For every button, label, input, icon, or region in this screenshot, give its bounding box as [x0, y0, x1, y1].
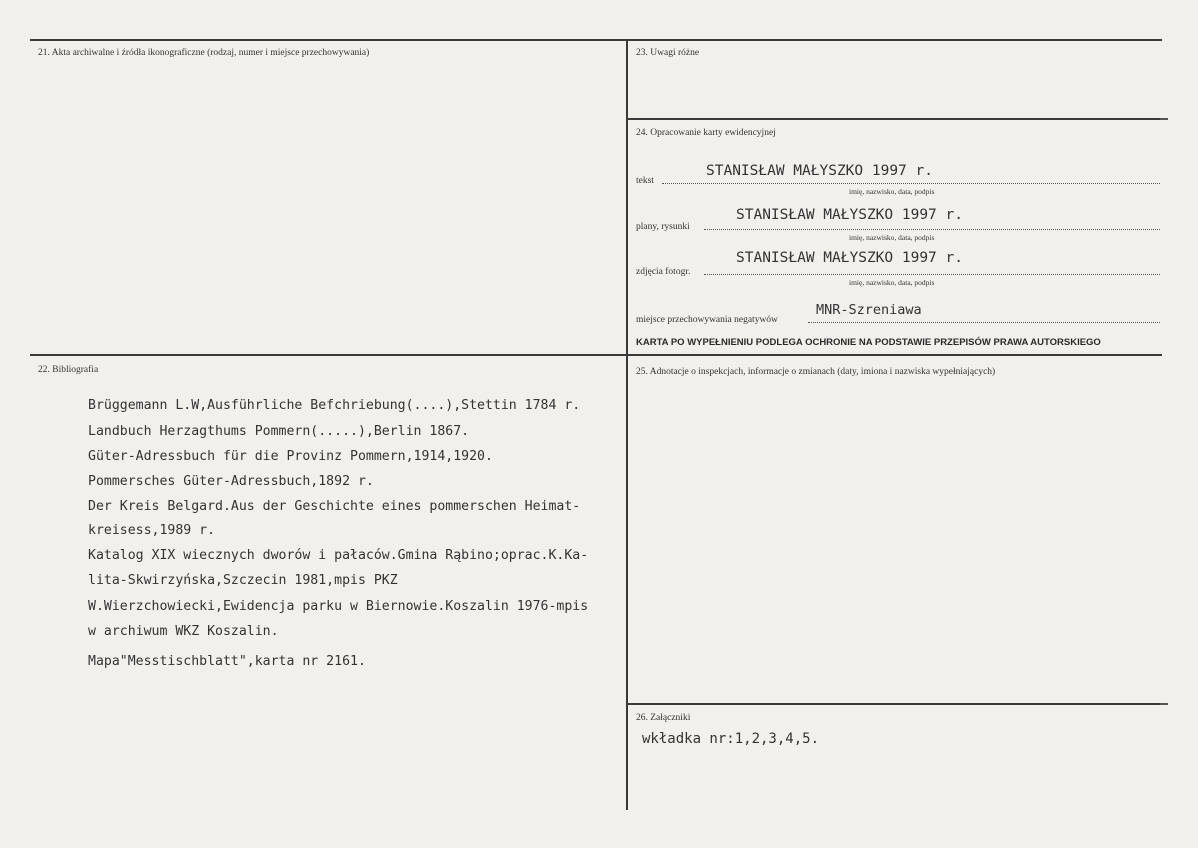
- s24-photos-value: STANISŁAW MAŁYSZKO 1997 r.: [736, 250, 963, 266]
- section-21-label: 21. Akta archiwalne i źródła ikonograficzne (rodzaj, numer i miejsce przechowywania): [38, 48, 370, 58]
- bibliography-entry: Mapa"Messtischblatt",karta nr 2161.: [88, 654, 366, 669]
- bibliography-entry: lita-Skwirzyńska,Szczecin 1981,mpis PKZ: [88, 573, 398, 588]
- section-25-label: 25. Adnotacje o inspekcjach, informacje o zmianach (daty, imiona i nazwiska wypełniających): [636, 367, 996, 377]
- bibliography-entry: Landbuch Herzagthums Pommern(.....),Berlin 1867.: [88, 424, 470, 439]
- s24-text-value: STANISŁAW MAŁYSZKO 1997 r.: [706, 163, 933, 179]
- section-26-label: 26. Załączniki: [636, 713, 691, 723]
- s24-plans-hint: imię, nazwisko, data, podpis: [849, 233, 935, 242]
- bibliography-entry: Brüggemann L.W,Ausführliche Befchriebung(....),Stettin 1784 r.: [88, 398, 581, 413]
- bibliography-entry: w archiwum WKZ Koszalin.: [88, 624, 279, 639]
- s26-top-border: [627, 703, 1162, 705]
- top-border: [30, 39, 1162, 41]
- bibliography-entry: Der Kreis Belgard.Aus der Geschichte eines pommerschen Heimat-: [88, 499, 581, 514]
- s24-text-label: tekst: [636, 176, 654, 186]
- bibliography-entry: Katalog XIX wiecznych dworów i pałaców.Gmina Rąbino;oprac.K.Ka-: [88, 548, 589, 563]
- s24-plans-label: plany, rysunki: [636, 222, 690, 232]
- section-22-label: 22. Bibliografia: [38, 365, 99, 375]
- s24-storage-value: MNR-Szreniawa: [816, 302, 922, 318]
- s24-storage-label: miejsce przechowywania negatywów: [636, 315, 778, 325]
- s23-bottom-border: [627, 118, 1162, 120]
- s24-photos-label: zdjęcia fotogr.: [636, 267, 691, 277]
- attachments-value: wkładka nr:1,2,3,4,5.: [642, 731, 820, 747]
- s24-plans-value: STANISŁAW MAŁYSZKO 1997 r.: [736, 207, 963, 223]
- bibliography-entry: W.Wierzchowiecki,Ewidencja parku w Biernowie.Koszalin 1976-mpis: [88, 599, 589, 614]
- s24-photos-hint: imię, nazwisko, data, podpis: [849, 278, 935, 287]
- center-divider: [626, 39, 628, 810]
- middle-border: [30, 354, 1162, 356]
- s24-text-hint: imię, nazwisko, data, podpis: [849, 187, 935, 196]
- s24-photos-dotline: [704, 274, 1160, 275]
- s24-storage-dotline: [808, 322, 1160, 323]
- copyright-notice: KARTA PO WYPEŁNIENIU PODLEGA OCHRONIE NA PODSTAWIE PRZEPISÓW PRAWA AUTORSKIEGO: [636, 337, 1101, 348]
- s24-text-dotline: [662, 183, 1160, 184]
- edge-tick: [1160, 703, 1168, 705]
- bibliography-entry: kreisess,1989 r.: [88, 523, 216, 538]
- s24-plans-dotline: [704, 229, 1160, 230]
- bibliography-entry: Pommersches Güter-Adressbuch,1892 r.: [88, 474, 374, 489]
- edge-tick: [1160, 118, 1168, 120]
- section-23-label: 23. Uwagi różne: [636, 48, 700, 58]
- section-24-label: 24. Opracowanie karty ewidencyjnej: [636, 128, 776, 138]
- bibliography-entry: Güter-Adressbuch für die Provinz Pommern,1914,1920.: [88, 449, 493, 464]
